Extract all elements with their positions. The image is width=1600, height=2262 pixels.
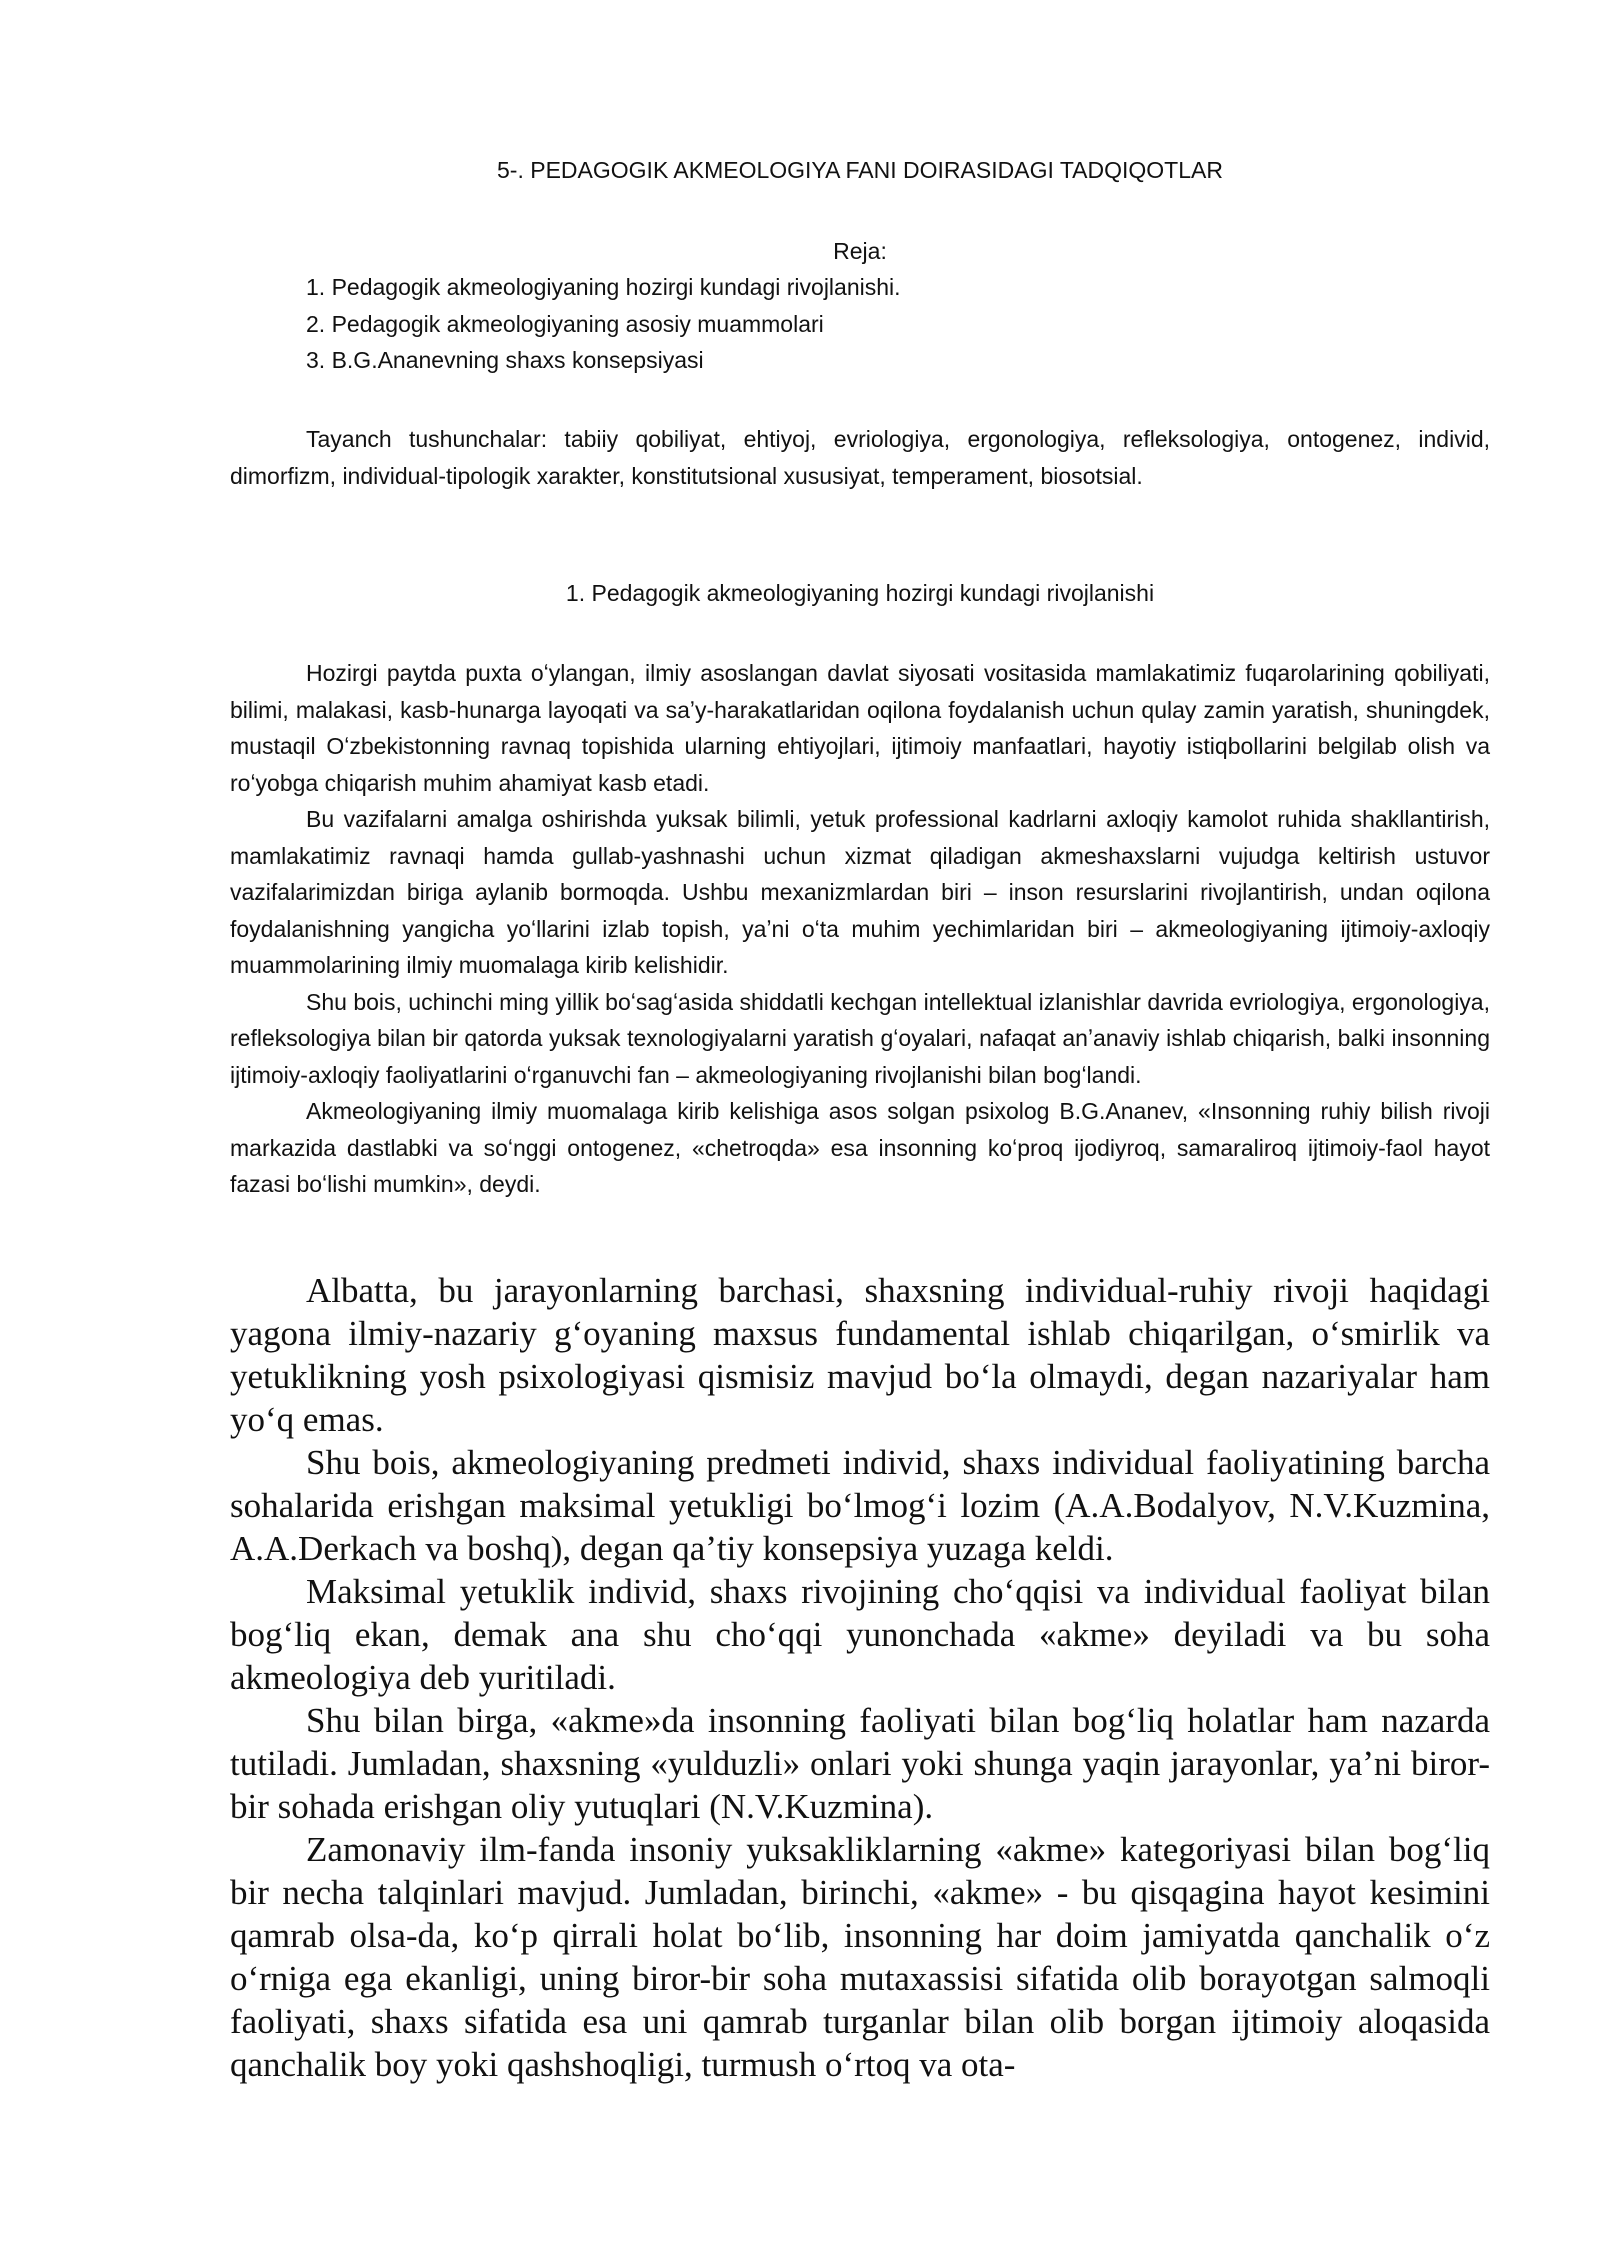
paragraph: Akmeologiyaning ilmiy muomalaga kirib kelishiga asos solgan psixolog B.G.Ananev, «Insonning ruhiy bilish rivoji markazida dastlabki va soʻnggi ontogenez, «chetroqda» esa insonning koʻproq ijodiyroq, samaraliroq ijtimoiy-faol hayot fazasi boʻlishi mumkin», deydi. [230, 1098, 1490, 1197]
paragraph: Bu vazifalarni amalga oshirishda yuksak bilimli, yetuk professional kadrlarni axloqiy kamolot ruhida shakllantirish, mamlakatimiz ravnaqi hamda gullab-yashnashi uchun xizmat qiladigan akmeshaxslarni vujudga keltirish ustuvor vazifalarimizdan biriga aylanib bormoqda. Ushbu mexanizmlardan biri – inson resurslarini rivojlantirish, undan oqilona foydalanishning yangicha yoʻllarini izlab topish, yaʼni oʻta muhim yechimlaridan biri – akmeologiyaning ijtimoiy-axloqiy muammolarining ilmiy muomalaga kirib kelishidir. [230, 806, 1490, 978]
paragraph: Hozirgi paytda puxta oʻylangan, ilmiy asoslangan davlat siyosati vositasida mamlakatimiz fuqarolarining qobiliyati, bilimi, malakasi, kasb-hunarga layoqati va saʼy-harakatlaridan oqilona foydalanish uchun qulay zamin yaratish, shuningdek, mustaqil Oʻzbekistonning ravnaq topishida ularning ehtiyojlari, ijtimoiy manfaatlari, hayotiy istiqbollarini belgilab olish va roʻyobga chiqarish muhim ahamiyat kasb etadi. [230, 660, 1490, 796]
paragraph: Shu bilan birga, «akme»da insonning faoliyati bilan bogʻliq holatlar ham nazarda tutiladi. Jumladan, shaxsning «yulduzli» onlari yoki shunga yaqin jarayonlar, yaʼni biror-bir sohada erishgan oliy yutuqlari (N.V.Kuzmina). [230, 1701, 1490, 1826]
plan-item: 1. Pedagogik akmeologiyaning hozirgi kundagi rivojlanishi. [306, 274, 901, 300]
document-title: 5-. PEDAGOGIK AKMEOLOGIYA FANI DOIRASIDAGI TADQIQOTLAR [497, 157, 1223, 183]
keywords-paragraph: Tayanch tushunchalar: tabiiy qobiliyat, ehtiyoj, evriologiya, ergonologiya, refleksologiya, ontogenez, individ, dimorfizm, individual-tipologik xarakter, konstitutsional xususiyat, temperament, biosotsial. [230, 426, 1490, 489]
plan-label: Reja: [833, 238, 887, 264]
paragraph: Zamonaviy ilm-fanda insoniy yuksakliklarning «akme» kategoriyasi bilan bogʻliq bir necha talqinlari mavjud. Jumladan, birinchi, «akme» - bu qisqagina hayot kesimini qamrab olsa-da, koʻp qirrali holat boʻlib, insonning har doim jamiyatda qanchalik oʻz oʻrniga ega ekanligi, uning biror-bir soha mutaxassisi sifatida olib borayotgan salmoqli faoliyati, shaxs sifatida esa uni qamrab turganlar bilan olib borgan ijtimoiy aloqasida qanchalik boy yoki qashshoqligi, turmush oʻrtoq va ota- [230, 1830, 1490, 2084]
plan-item: 2. Pedagogik akmeologiyaning asosiy muammolari [306, 310, 824, 337]
paragraph: Albatta, bu jarayonlarning barchasi, shaxsning individual-ruhiy rivoji haqidagi yagona ilmiy-nazariy gʻoyaning maxsus fundamental ishlab chiqarilgan, oʻsmirlik va yetuklikning yosh psixologiyasi qismisiz mavjud boʻla olmaydi, degan nazariyalar ham yoʻq emas. [230, 1271, 1490, 1439]
plan-list [306, 269, 901, 379]
body-text-sans [230, 655, 1490, 1203]
paragraph: Shu bois, akmeologiyaning predmeti individ, shaxs individual faoliyatining barcha sohalarida erishgan maksimal yetukligi boʻlmogʻi lozim (A.A.Bodalyov, N.V.Kuzmina, A.A.Derkach va boshq), degan qaʼtiy konsepsiya yuzaga keldi. [230, 1443, 1490, 1568]
body-text-serif [230, 1269, 1490, 2086]
plan-item: 3. B.G.Ananevning shaxs konsepsiyasi [306, 347, 704, 373]
paragraph: Maksimal yetuklik individ, shaxs rivojining choʻqqisi va individual faoliyat bilan bogʻliq ekan, demak ana shu choʻqqi yunonchada «akme» deyiladi va bu soha akmeologiya deb yuritiladi. [230, 1572, 1490, 1697]
section-title: 1. Pedagogik akmeologiyaning hozirgi kundagi rivojlanishi [565, 580, 1155, 606]
paragraph: Shu bois, uchinchi ming yillik boʻsagʻasida shiddatli kechgan intellektual izlanishlar davrida evriologiya, ergonologiya, refleksologiya bilan bir qatorda yuksak texnologiyalarni yaratish gʻoyalari, nafaqat anʼanaviy ishlab chiqarish, balki insonning ijtimoiy-axloqiy faoliyatlarini oʻrganuvchi fan – akmeologiyaning rivojlanishi bilan bogʻlandi. [230, 988, 1490, 1088]
